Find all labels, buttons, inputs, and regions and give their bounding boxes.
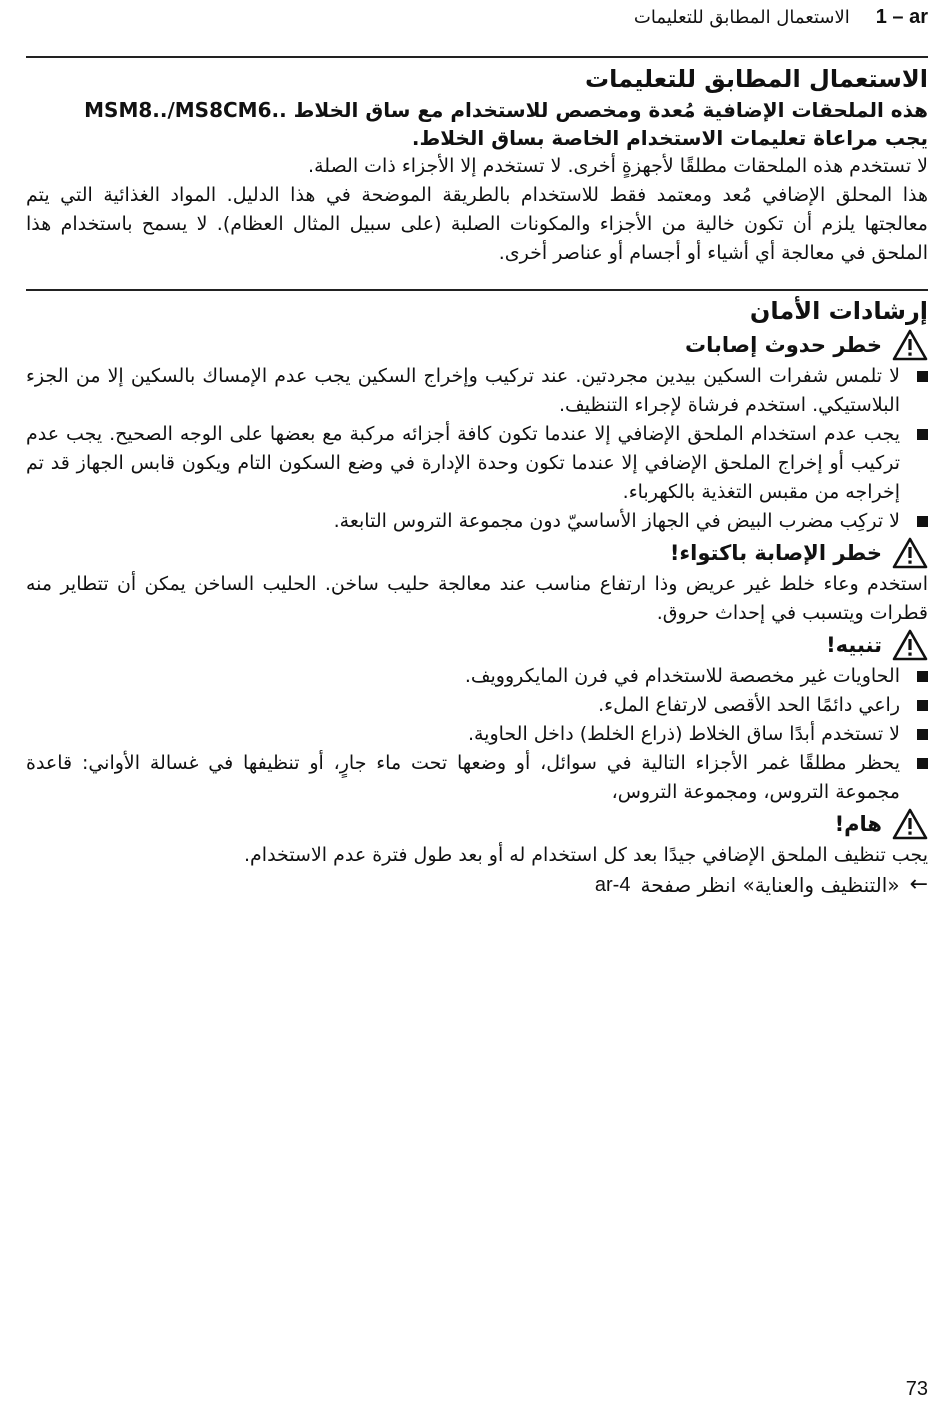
safety-section [26, 294, 928, 900]
intended-use-paragraph-2: هذا المحلق الإضافي مُعد ومعتمد فقط للاستخدام بالطريقة الموضحة في هذا الدليل. المواد الغذائية التي يتم معالجتها يلزم أن تكون خالية من الأجزاء والمكونات الصلبة (على سبيل المثال العظام). لا يسمح باستخدام هذا الملحق في معالجة أي أشياء أو أجسام أو عناصر أخرى. [26, 184, 928, 264]
injury-warning-list [26, 362, 928, 536]
list-item: راعي دائمًا الحد الأقصى لارتفاع الملء. [26, 691, 928, 720]
page-number: 73 [905, 1378, 928, 1400]
list-item: يجب عدم استخدام الملحق الإضافي إلا عندما تكون كافة أجزائه مركبة مع بعضها على الوجه الصحيح. يجب عدم تركيب أو إخراج الملحق الإضافي إلا عندما تكون وحدة الإدارة في وضع السكون التام ويكون قابس الجهاز قد تم إخراجه من مقبس التغذية بالكهرباء. [26, 420, 928, 507]
section-title-safety: إرشادات الأمان [749, 297, 928, 325]
page-tag: 1 – ar [875, 5, 928, 28]
reference-text: «التنظيف والعناية» انظر صفحة [640, 873, 900, 897]
scald-warning-heading [26, 536, 928, 570]
bullet-square-icon [917, 758, 928, 769]
intended-use-section [26, 62, 928, 268]
scald-warning-text: استخدم وعاء خلط غير عريض وذا ارتفاع مناسب عند معالجة حليب ساخن. الحليب الساخن يمكن أن تتطاير منه قطرات ويتسبب في إحداث حروق. [26, 573, 928, 624]
bullet-square-icon [917, 700, 928, 711]
bullet-square-icon [917, 729, 928, 740]
bullet-square-icon [917, 671, 928, 682]
list-item: الحاويات غير مخصصة للاستخدام في فرن المايكروويف. [26, 662, 928, 691]
warning-triangle-icon [892, 329, 928, 361]
scald-warning-label: خطر الإصابة باكتواء! [669, 541, 882, 565]
intended-use-paragraph-1: لا تستخدم هذه الملحقات مطلقًا لأجهزةٍ أخرى. لا تستخدم إلا الأجزاء ذات الصلة. [308, 155, 928, 177]
reference-page: ar-4 [594, 874, 631, 896]
divider-top [26, 56, 928, 58]
running-header [26, 2, 928, 32]
intended-use-bold-line-1: هذه الملحقات الإضافية مُعدة ومخصص للاستخدام مع ساق الخلاط ..MSM8../MS8CM6 [84, 98, 928, 122]
list-item: لا تستخدم أبدًا ساق الخلاط (ذراع الخلط) داخل الحاوية. [26, 720, 928, 749]
caution-label: تنبيه! [826, 633, 882, 657]
bullet-square-icon [917, 429, 928, 440]
cleaning-reference[interactable] [26, 870, 928, 900]
bullet-square-icon [917, 516, 928, 527]
divider-middle [26, 289, 928, 291]
bullet-square-icon [917, 371, 928, 382]
arrow-left-icon: ← [909, 872, 928, 897]
injury-warning-label: خطر حدوث إصابات [685, 333, 882, 357]
injury-warning-heading [26, 328, 928, 362]
warning-triangle-icon [892, 537, 928, 569]
section-title-intended-use: الاستعمال المطابق للتعليمات [584, 65, 928, 93]
important-heading [26, 807, 928, 841]
warning-triangle-icon [892, 808, 928, 840]
important-label: هام! [834, 812, 882, 836]
list-item: يحظر مطلقًا غمر الأجزاء التالية في سوائل، أو وضعها تحت ماء جارٍ، أو تنظيفها في غسالة الأواني: قاعدة مجموعة التروس، ومجموعة التروس، [26, 749, 928, 807]
important-text: يجب تنظيف الملحق الإضافي جيدًا بعد كل استخدام له أو بعد طول فترة عدم الاستخدام. [244, 844, 928, 866]
running-header-title: الاستعمال المطابق للتعليمات [633, 6, 850, 28]
intended-use-bold-line-2: يجب مراعاة تعليمات الاستخدام الخاصة بساق الخلاط. [411, 126, 928, 150]
list-item: لا تلمس شفرات السكين بيدين مجردتين. عند تركيب وإخراج السكين يجب عدم الإمساك بالسكين إلا من الجزء البلاستيكي. استخدم فرشاة لإجراء التنظيف. [26, 362, 928, 420]
warning-triangle-icon [892, 629, 928, 661]
caution-list [26, 662, 928, 807]
caution-heading [26, 628, 928, 662]
list-item: لا تركِب مضرب البيض في الجهاز الأساسيّ دون مجموعة التروس التابعة. [26, 507, 928, 536]
